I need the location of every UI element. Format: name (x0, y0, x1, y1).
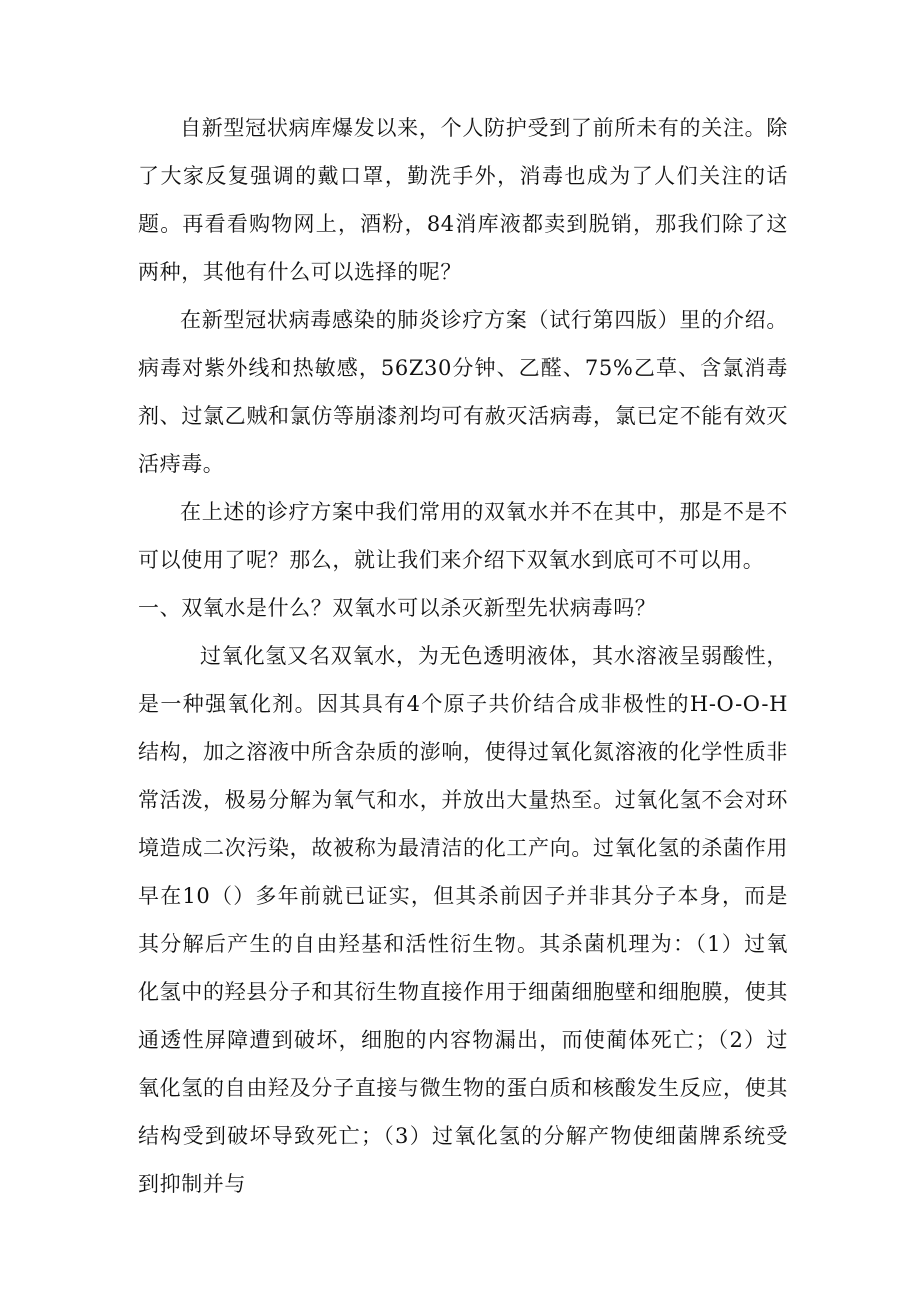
paragraph-diagnosis-plan: 在新型冠状病毒感染的肺炎诊疗方案（试行第四版）里的介绍。病毒对紫外线和热敏感，56Z30分钟、乙醛、75%乙草、含氯消毒剂、过氯乙贼和氯仿等崩漆剂均可有赦灭活病毒，氯已定不能有效灭活痔毒。 (138, 308, 788, 476)
paragraph-hydrogen-peroxide-body: 过氧化氢又名双氧水，为无色透明液体，其水溶液呈弱酸性，是一种强氧化剂。因其具有4个原子共价结合成非极性的H-O-O-H结构，加之溶液中所含杂质的澎响，使得过氧化氮溶液的化学性质非常活泼，极易分解为氧气和水，并放出大量热至。过氧化氢不会对环境造成二次污染，故被称为最清洁的化工产向。过氧化氢的杀菌作用早在10（）多年前就已证实，但其杀前因子并非其分子本身，而是其分解后产生的自由羟基和活性衍生物。其杀菌机理为：（1）过氧化氢中的羟县分子和其衍生物直接作用于细菌细胞壁和细胞膜，使其通透性屏障遭到破坏，细胞的内容物漏出，而使蔺体死亡；（2）过氧化氢的自由羟及分子直接与微生物的蛋白质和核酸发生反应，使其结构受到破坏导致死亡；（3）过氧化氢的分解产物使细菌牌系统受到抑制并与 (138, 644, 788, 1196)
section-heading: 一、双氧水是什么？双氧水可以杀灭新型先状病毒吗？ (138, 596, 657, 620)
paragraph-intro: 自新型冠状病库爆发以来，个人防护受到了前所未有的关注。除了大家反复强调的戴口罩，勤洗手外，消毒也成为了人们关注的话题。再看看购物网上，酒粉，84消库液都卖到脱销，那我们除了这两种，其他有什么可以选择的呢？ (138, 116, 788, 284)
paragraph-hydrogen-peroxide-question: 在上述的诊疗方案中我们常用的双氧水并不在其中，那是不是不可以使用了呢？那么，就让我们来介绍下双氧水到底可不可以用。 (138, 500, 788, 572)
